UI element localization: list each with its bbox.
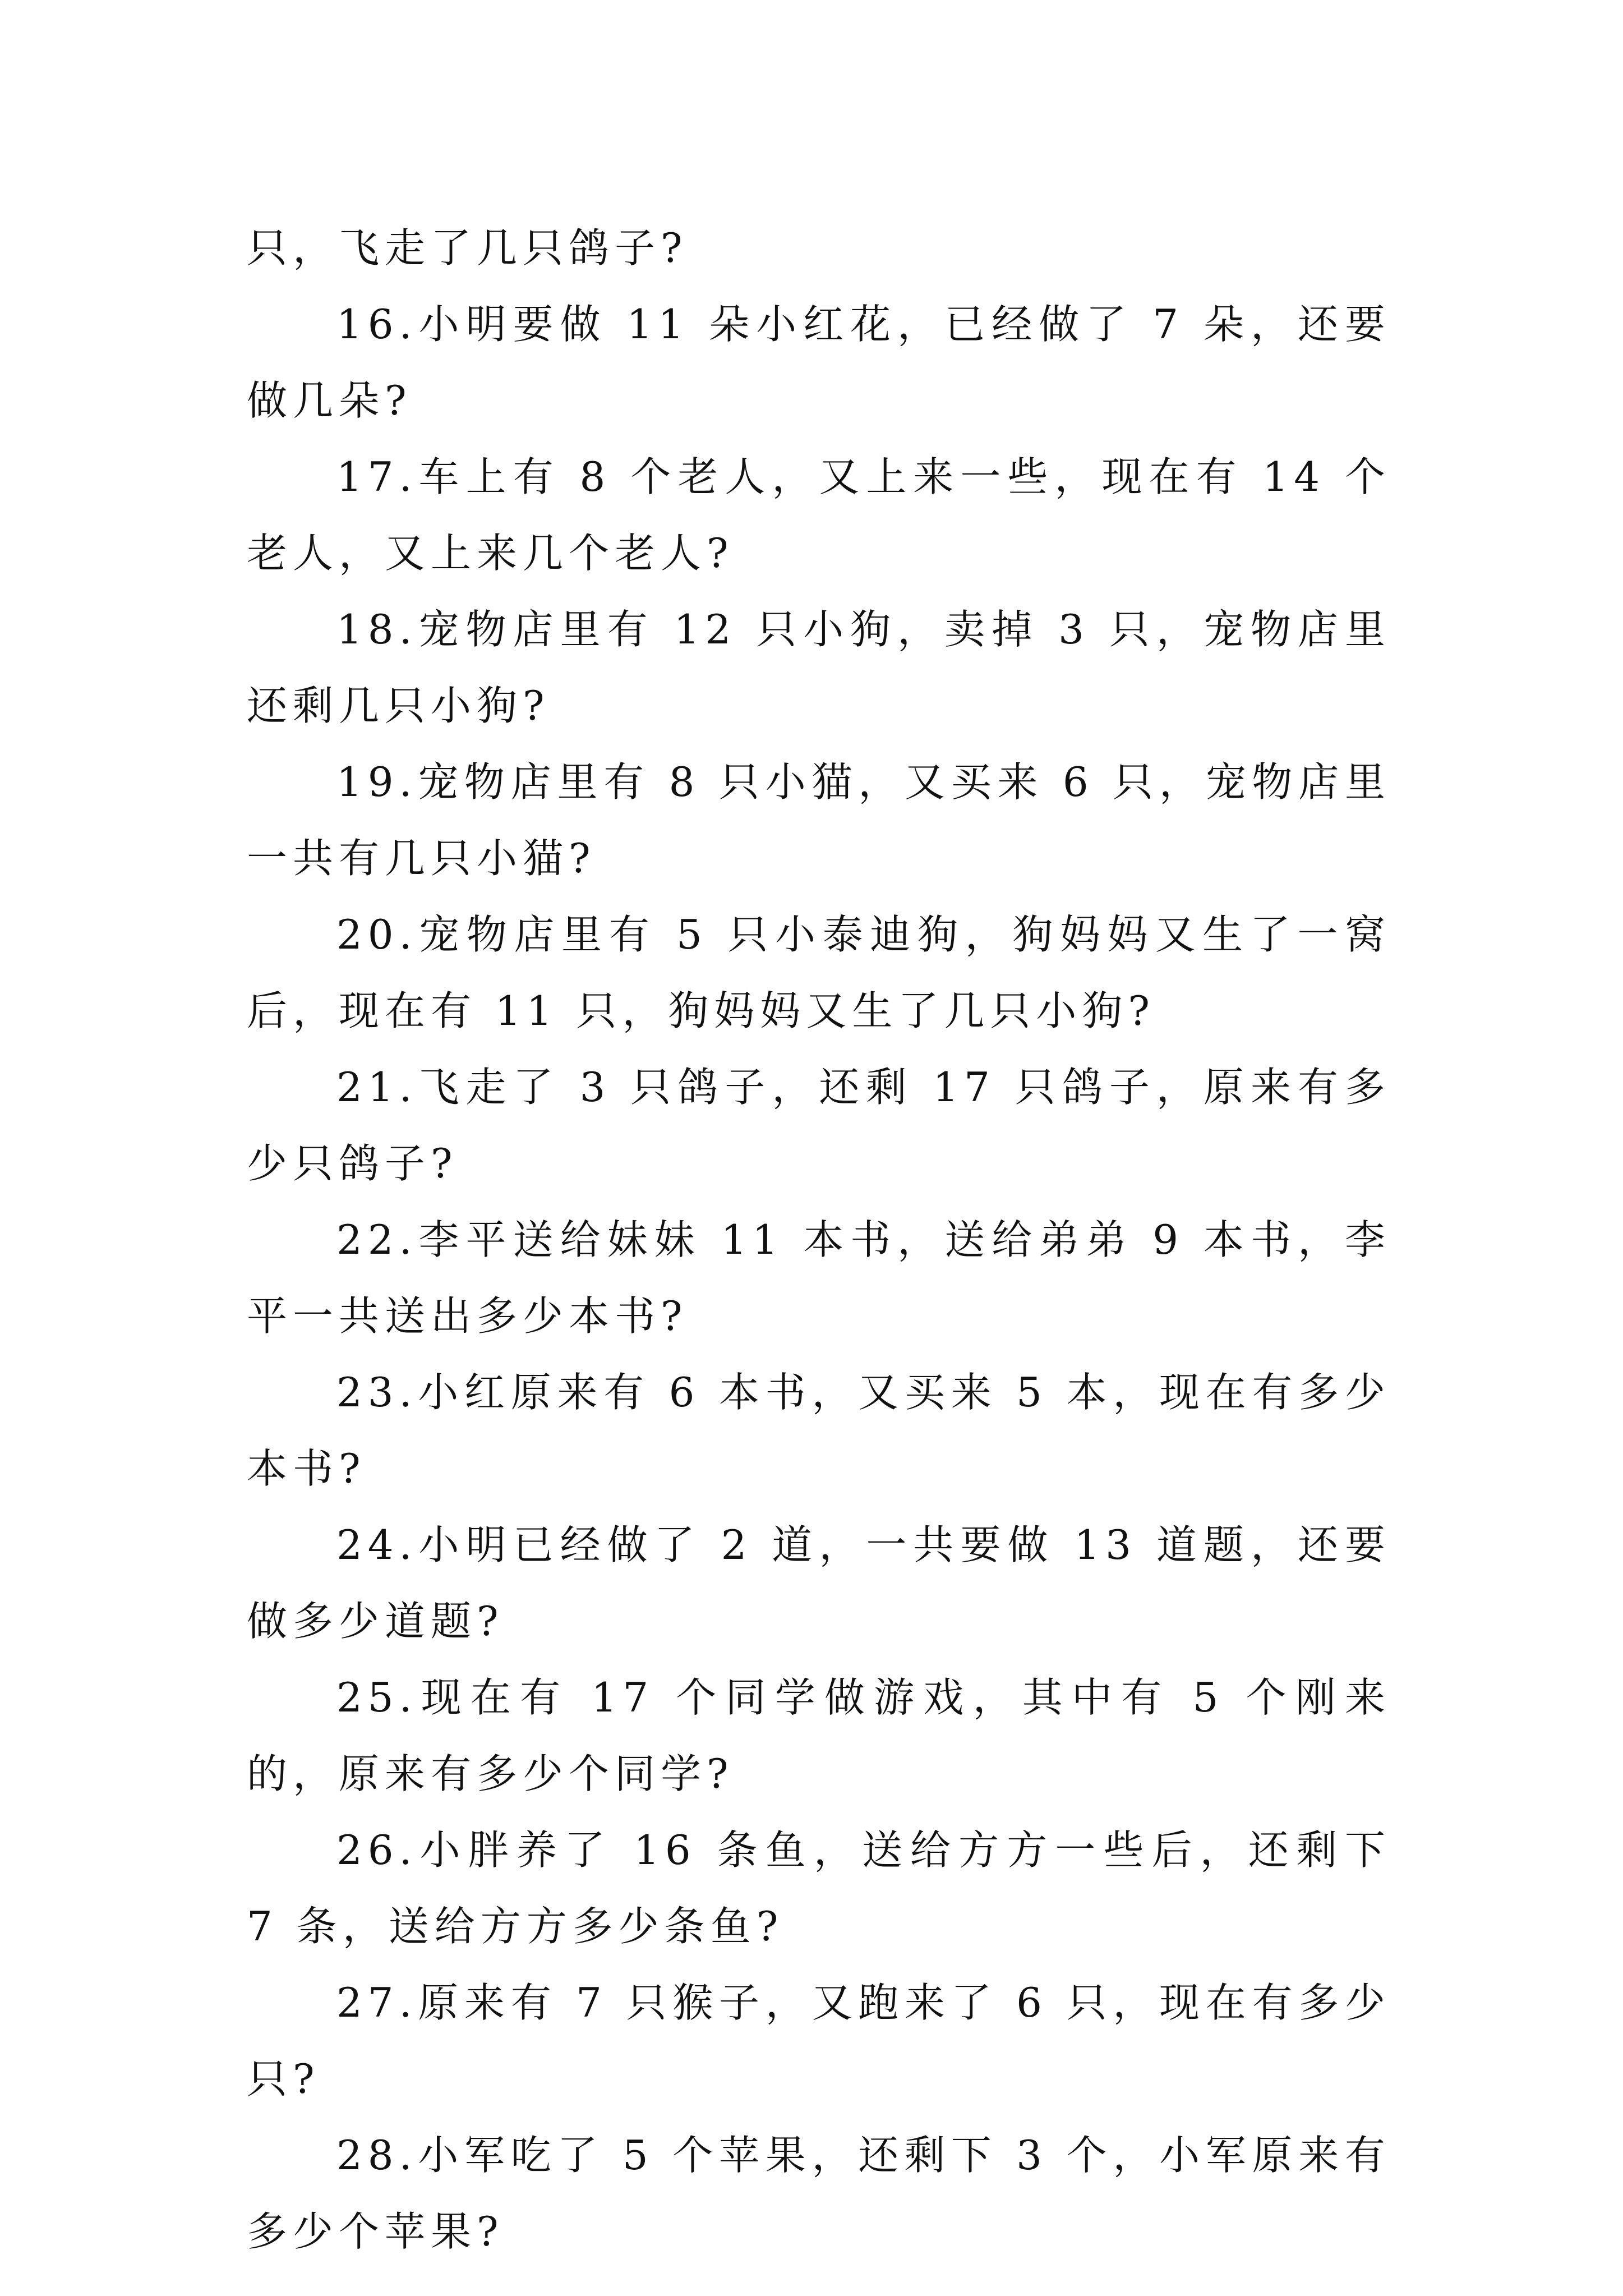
paragraph-question-24: 24.小明已经做了 2 道，一共要做 13 道题，还要做多少道题? xyxy=(247,1521,1391,1645)
paragraph-question-28: 28.小军吃了 5 个苹果，还剩下 3 个，小军原来有多少个苹果? xyxy=(247,2132,1391,2255)
paragraph-continuation: 只，飞走了几只鸽子? xyxy=(247,224,688,272)
document-body xyxy=(247,210,1391,2270)
paragraph-question-19: 19.宠物店里有 8 只小猫，又买来 6 只，宠物店里一共有几只小猫? xyxy=(247,758,1391,882)
paragraph-question-23: 23.小红原来有 6 本书，又买来 5 本，现在有多少本书? xyxy=(247,1369,1391,1492)
paragraph-question-22: 22.李平送给妹妹 11 本书，送给弟弟 9 本书，李平一共送出多少本书? xyxy=(247,1216,1391,1340)
paragraph-question-18: 18.宠物店里有 12 只小狗，卖掉 3 只，宠物店里还剩几只小狗? xyxy=(247,606,1391,729)
paragraph-question-26: 26.小胖养了 16 条鱼，送给方方一些后，还剩下 7 条，送给方方多少条鱼? xyxy=(247,1826,1391,1950)
paragraph-question-17: 17.车上有 8 个老人，又上来一些，现在有 14 个老人，又上来几个老人? xyxy=(247,453,1391,577)
paragraph-question-27: 27.原来有 7 只猴子，又跑来了 6 只，现在有多少只? xyxy=(247,1979,1391,2102)
paragraph-question-21: 21.飞走了 3 只鸽子，还剩 17 只鸽子，原来有多少只鸽子? xyxy=(247,1064,1391,1187)
paragraph-question-20: 20.宠物店里有 5 只小泰迪狗，狗妈妈又生了一窝后，现在有 11 只，狗妈妈又生了几只小狗? xyxy=(247,911,1391,1034)
paragraph-question-16: 16.小明要做 11 朵小红花，已经做了 7 朵，还要做几朵? xyxy=(247,301,1391,424)
paragraph-question-25: 25.现在有 17 个同学做游戏，其中有 5 个刚来的，原来有多少个同学? xyxy=(247,1674,1391,1797)
